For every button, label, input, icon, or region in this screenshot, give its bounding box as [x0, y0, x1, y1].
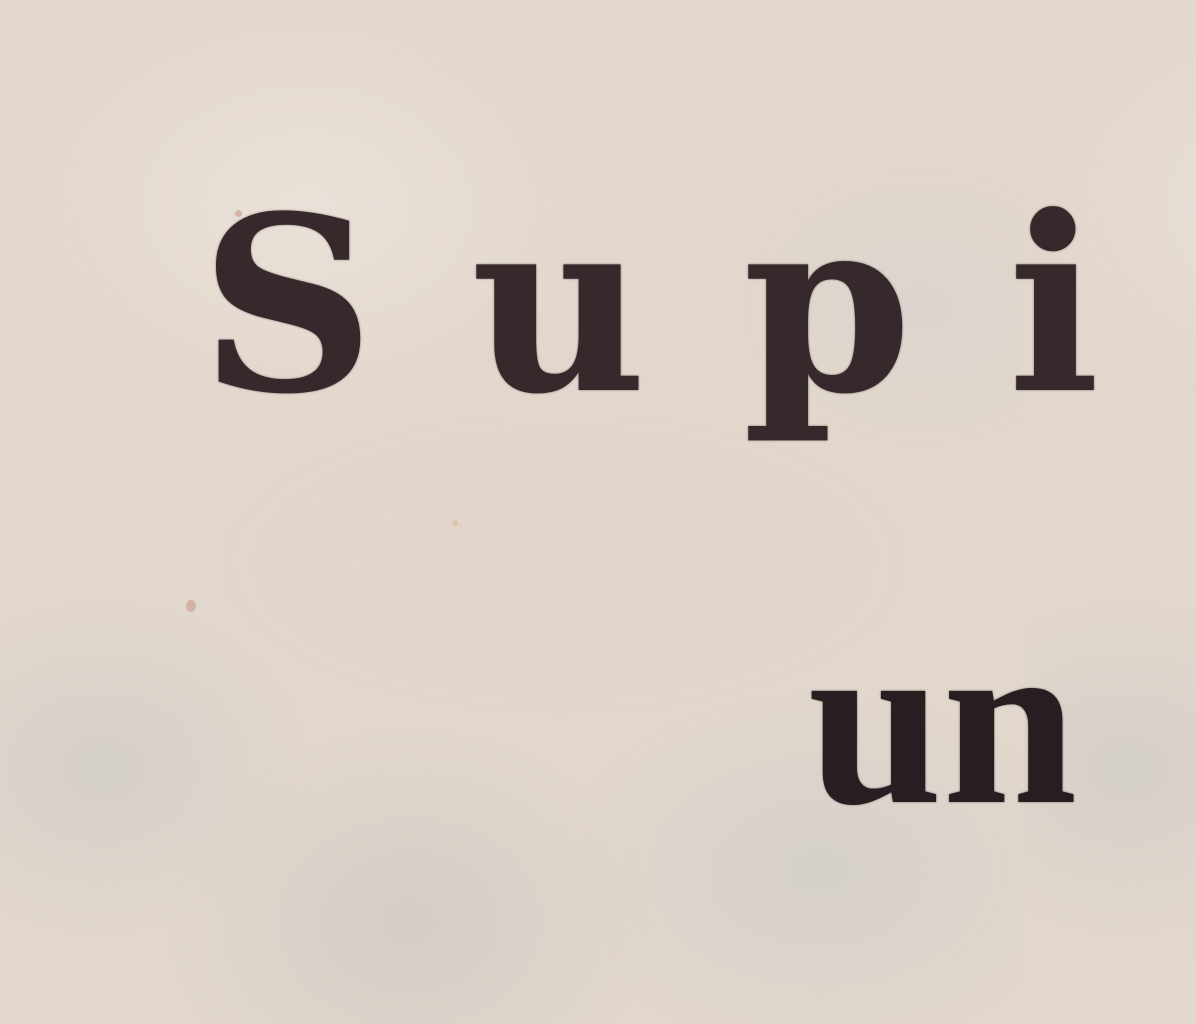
- paper-speck: [186, 600, 196, 612]
- paper-speck: [452, 520, 458, 526]
- body-text-fragment: un: [808, 587, 1078, 855]
- heading-word: Supi: [200, 164, 1196, 448]
